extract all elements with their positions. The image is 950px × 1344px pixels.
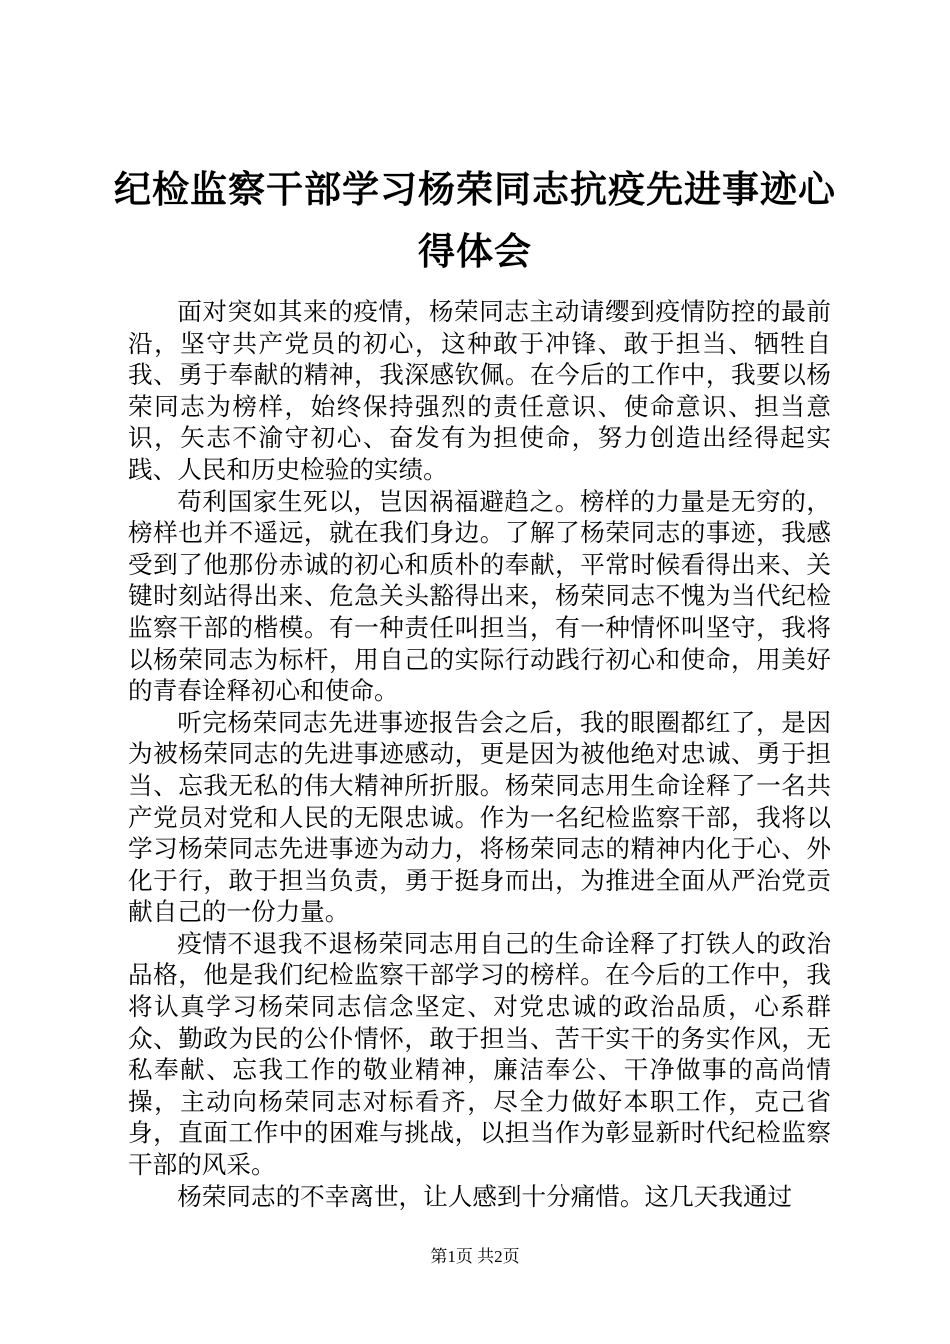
paragraph: 听完杨荣同志先进事迹报告会之后，我的眼圈都红了，是因为被杨荣同志的先进事迹感动，更是因为被他绝对忠诚、勇于担当、忘我无私的伟大精神所折服。杨荣同志用生命诠释了一名共产党员对党和人民的无限忠诚。作为一名纪检监察干部，我将以学习杨荣同志先进事迹为动力，将杨荣同志的精神内化于心、外化于行，敢于担当负责，勇于挺身而出，为推进全面从严治党贡献自己的一份力量。	[128, 707, 831, 927]
paragraph: 疫情不退我不退杨荣同志用自己的生命诠释了打铁人的政治品格，他是我们纪检监察干部学习的榜样。在今后的工作中，我将认真学习杨荣同志信念坚定、对党忠诚的政治品质，心系群众、勤政为民的公仆情怀，敢于担当、苦干实干的务实作风，无私奉献、忘我工作的敬业精神，廉洁奉公、干净做事的高尚情操，主动向杨荣同志对标看齐，尽全力做好本职工作，克己省身，直面工作中的困难与挑战，以担当作为彰显新时代纪检监察干部的风采。	[128, 928, 831, 1180]
page-footer: 第1页 共2页	[430, 1247, 520, 1266]
paragraph: 杨荣同志的不幸离世，让人感到十分痛惜。这几天我通过	[177, 1181, 793, 1211]
document-body	[128, 296, 831, 1212]
document-title: 纪检监察干部学习杨荣同志抗疫先进事迹心得体会	[114, 167, 836, 273]
paragraph: 面对突如其来的疫情，杨荣同志主动请缨到疫情防控的最前沿，坚守共产党员的初心，这种敢于冲锋、敢于担当、牺牲自我、勇于奉献的精神，我深感钦佩。在今后的工作中，我要以杨荣同志为榜样，始终保持强烈的责任意识、使命意识、担当意识，矢志不渝守初心、奋发有为担使命，努力创造出经得起实践、人民和历史检验的实绩。	[128, 297, 831, 484]
paragraph: 苟利国家生死以，岂因祸福避趋之。榜样的力量是无穷的，榜样也并不遥远，就在我们身边。了解了杨荣同志的事迹，我感受到了他那份赤诚的初心和质朴的奉献，平常时候看得出来、关键时刻站得出来、危急关头豁得出来，杨荣同志不愧为当代纪检监察干部的楷模。有一种责任叫担当，有一种情怀叫坚守，我将以杨荣同志为标杆，用自己的实际行动践行初心和使命，用美好的青春诠释初心和使命。	[128, 486, 831, 706]
